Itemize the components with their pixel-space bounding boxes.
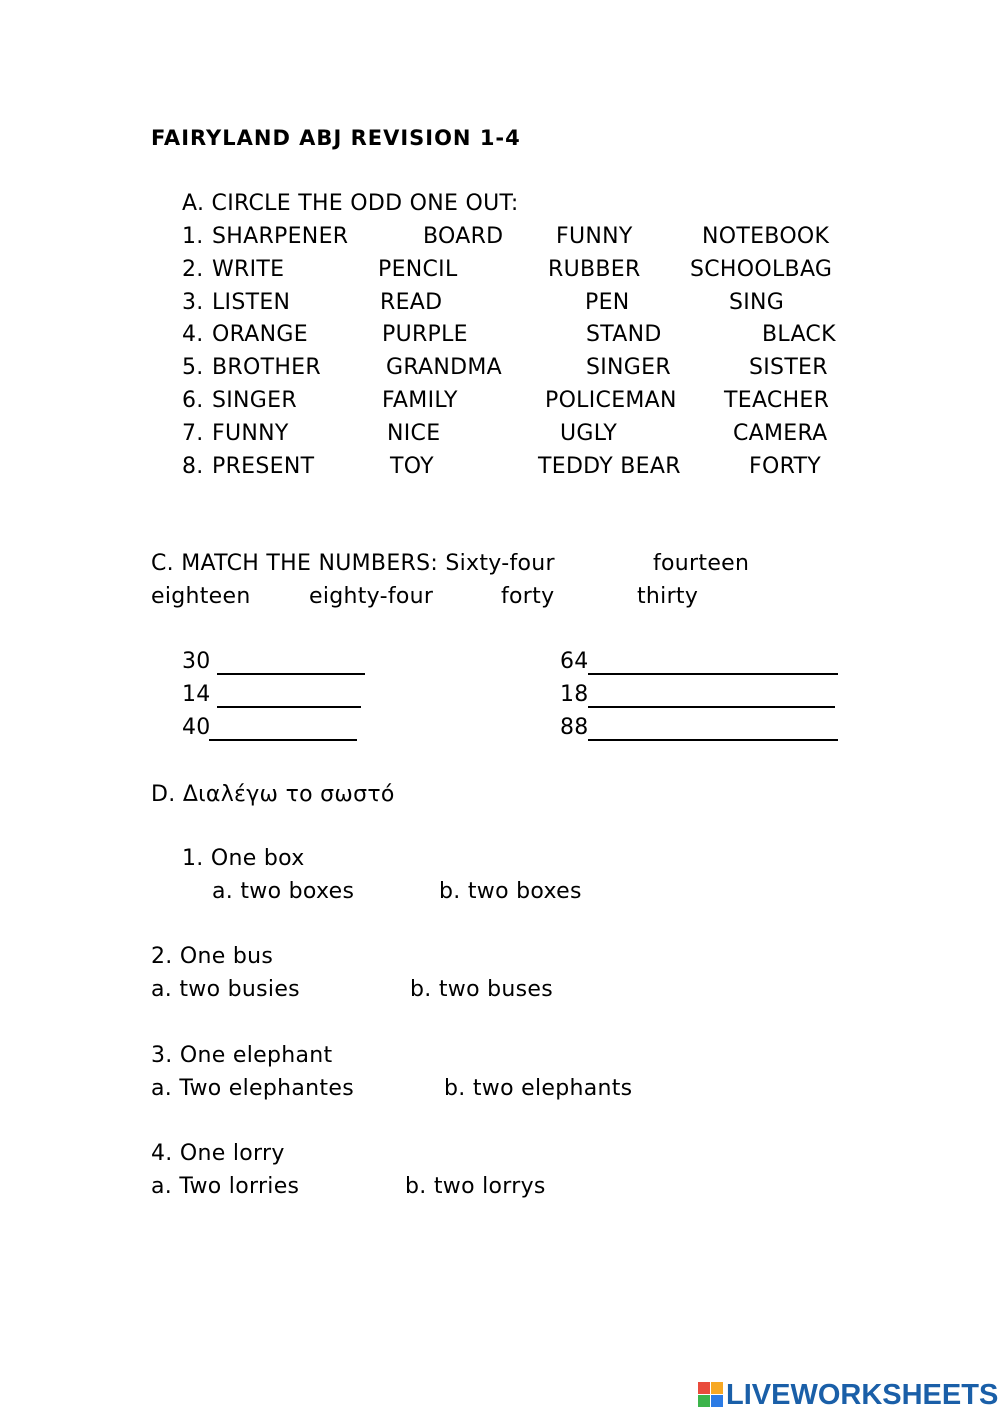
row-number: 5.	[182, 355, 204, 380]
answer-blank[interactable]	[588, 673, 838, 675]
odd-one-out-word[interactable]: POLICEMAN	[545, 388, 677, 413]
word-eighty-four: eighty-four	[309, 584, 434, 609]
row-number: 1.	[182, 224, 204, 249]
section-d-heading: D. Διαλέγω το σωστό	[151, 782, 395, 807]
odd-one-out-word[interactable]: SING	[729, 290, 785, 315]
logo-square-icon	[711, 1395, 723, 1407]
row-number: 7.	[182, 421, 204, 446]
odd-one-out-word[interactable]: TOY	[390, 454, 434, 479]
odd-one-out-word[interactable]: SCHOOLBAG	[690, 257, 833, 282]
row-number: 2.	[182, 257, 204, 282]
logo-square-icon	[698, 1395, 710, 1407]
row-number: 4.	[182, 322, 204, 347]
option-4b[interactable]: b. two lorrys	[405, 1174, 546, 1199]
match-number-left: 30	[182, 649, 211, 674]
odd-one-out-word[interactable]: READ	[380, 290, 443, 315]
odd-one-out-word[interactable]: FORTY	[749, 454, 822, 479]
question-1: 1. One box	[182, 846, 305, 871]
answer-blank[interactable]	[217, 673, 365, 675]
worksheet-title: FAIRYLAND ABJ REVISION 1-4	[151, 126, 521, 150]
odd-one-out-word[interactable]: BLACK	[762, 322, 836, 347]
odd-one-out-word[interactable]: TEDDY BEAR	[538, 454, 681, 479]
row-number: 3.	[182, 290, 204, 315]
odd-one-out-word[interactable]: STAND	[586, 322, 662, 347]
odd-one-out-word[interactable]: FUNNY	[212, 421, 289, 446]
option-1b[interactable]: b. two boxes	[439, 879, 582, 904]
section-a-heading: A. CIRCLE THE ODD ONE OUT:	[182, 191, 519, 216]
word-eighteen: eighteen	[151, 584, 251, 609]
odd-one-out-word[interactable]: PEN	[585, 290, 630, 315]
option-3a[interactable]: a. Two elephantes	[151, 1076, 354, 1101]
match-number-right: 64	[560, 649, 589, 674]
odd-one-out-word[interactable]: NICE	[387, 421, 441, 446]
logo-square-icon	[711, 1382, 723, 1394]
match-number-left: 40	[182, 715, 211, 740]
option-2b[interactable]: b. two buses	[410, 977, 553, 1002]
match-number-right: 18	[560, 682, 589, 707]
odd-one-out-word[interactable]: GRANDMA	[386, 355, 503, 380]
odd-one-out-word[interactable]: TEACHER	[724, 388, 830, 413]
match-number-left: 14	[182, 682, 211, 707]
odd-one-out-word[interactable]: SINGER	[586, 355, 671, 380]
word-fourteen: fourteen	[653, 551, 750, 576]
odd-one-out-word[interactable]: SISTER	[749, 355, 828, 380]
odd-one-out-word[interactable]: PRESENT	[212, 454, 315, 479]
odd-one-out-word[interactable]: RUBBER	[548, 257, 641, 282]
word-thirty: thirty	[637, 584, 699, 609]
odd-one-out-word[interactable]: FAMILY	[382, 388, 458, 413]
odd-one-out-word[interactable]: BROTHER	[212, 355, 321, 380]
brand-name: LIVEWORKSHEETS	[726, 1378, 999, 1411]
row-number: 6.	[182, 388, 204, 413]
answer-blank[interactable]	[209, 739, 357, 741]
word-forty: forty	[501, 584, 555, 609]
odd-one-out-word[interactable]: ORANGE	[212, 322, 308, 347]
option-2a[interactable]: a. two busies	[151, 977, 300, 1002]
logo-square-icon	[698, 1382, 710, 1394]
odd-one-out-word[interactable]: LISTEN	[212, 290, 291, 315]
odd-one-out-word[interactable]: SHARPENER	[212, 224, 349, 249]
answer-blank[interactable]	[588, 739, 838, 741]
odd-one-out-word[interactable]: CAMERA	[733, 421, 828, 446]
odd-one-out-word[interactable]: NOTEBOOK	[702, 224, 830, 249]
odd-one-out-word[interactable]: SINGER	[212, 388, 297, 413]
section-c-heading: C. MATCH THE NUMBERS: Sixty-four	[151, 551, 555, 576]
liveworksheets-logo	[698, 1377, 998, 1413]
odd-one-out-word[interactable]: FUNNY	[556, 224, 633, 249]
option-1a[interactable]: a. two boxes	[212, 879, 355, 904]
odd-one-out-word[interactable]: PURPLE	[382, 322, 468, 347]
odd-one-out-word[interactable]: WRITE	[212, 257, 285, 282]
liveworksheets-logo-icon	[698, 1382, 724, 1408]
question-4: 4. One lorry	[151, 1141, 285, 1166]
question-3: 3. One elephant	[151, 1043, 333, 1068]
option-3b[interactable]: b. two elephants	[444, 1076, 633, 1101]
answer-blank[interactable]	[217, 706, 361, 708]
match-number-right: 88	[560, 715, 589, 740]
row-number: 8.	[182, 454, 204, 479]
option-4a[interactable]: a. Two lorries	[151, 1174, 300, 1199]
odd-one-out-word[interactable]: BOARD	[423, 224, 504, 249]
odd-one-out-word[interactable]: UGLY	[560, 421, 618, 446]
odd-one-out-word[interactable]: PENCIL	[378, 257, 458, 282]
question-2: 2. One bus	[151, 944, 274, 969]
answer-blank[interactable]	[588, 706, 835, 708]
